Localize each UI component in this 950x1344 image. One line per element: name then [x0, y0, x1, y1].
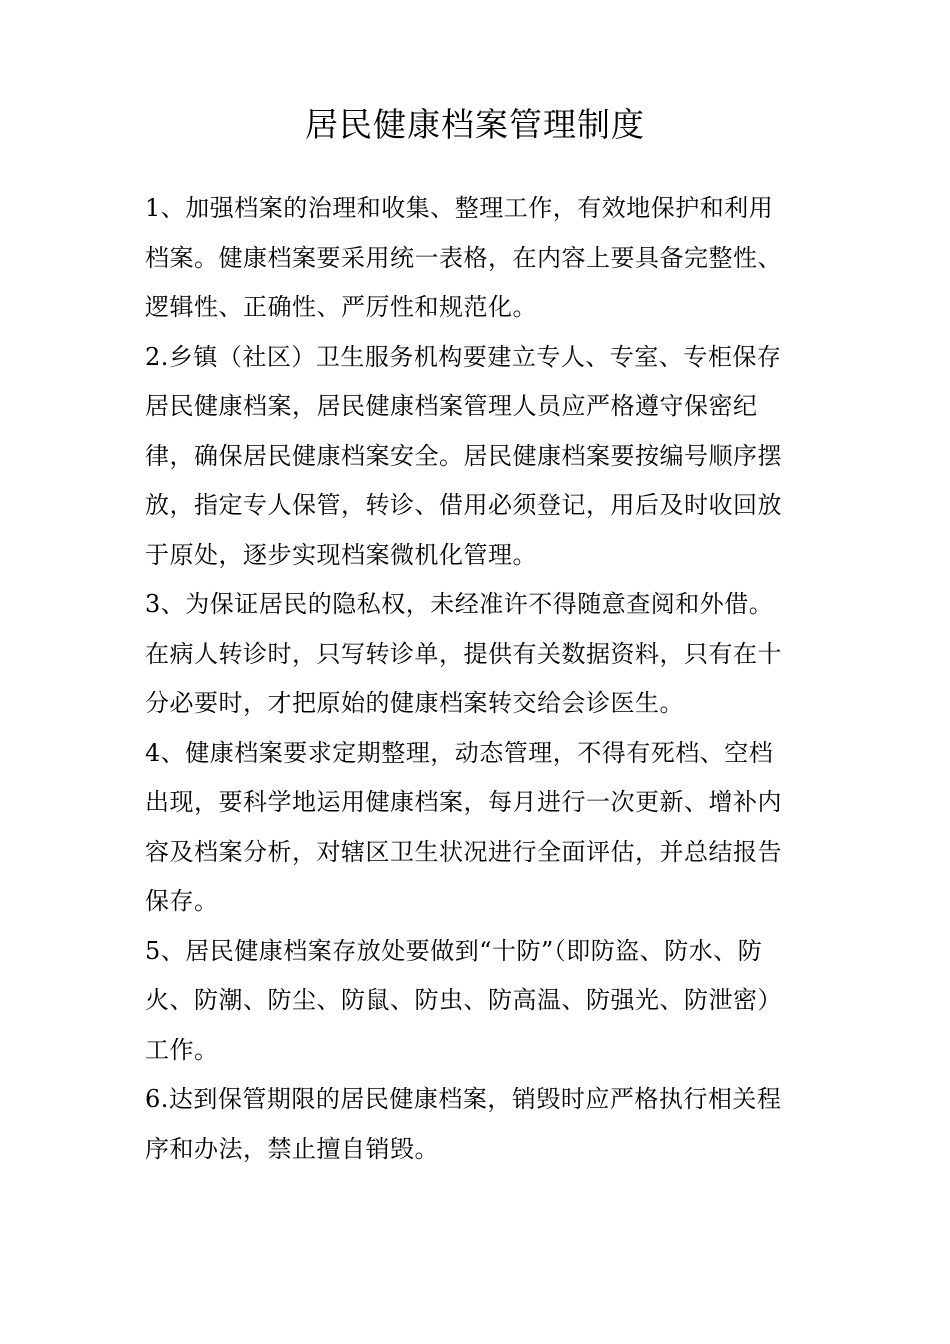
text-line: 居民健康档案，居民健康档案管理人员应严格遵守保密纪: [145, 392, 758, 420]
paragraph-2: [145, 333, 845, 581]
text-line: 放，指定专人保管，转诊、借用必须登记，用后及时收回放: [145, 491, 782, 519]
text-line: 3、为保证居民的隐私权，未经准许不得随意查阅和外借。: [145, 590, 774, 618]
text-line: 保存。: [145, 887, 219, 915]
paragraph-1: [145, 184, 845, 333]
text-line: 于原处，逐步实现档案微机化管理。: [145, 540, 537, 569]
text-line: 5、居民健康档案存放处要做到“十防”（即防盗、防水、防: [145, 936, 763, 965]
text-line: 火、防潮、防尘、防鼠、防虫、防高温、防强光、防泄密）: [145, 986, 782, 1014]
text-line: 容及档案分析，对辖区卫生状况进行全面评估，并总结报告: [145, 837, 782, 866]
text-line: 逻辑性、正确性、严厉性和规范化。: [145, 293, 537, 321]
text-line: 1、加强档案的治理和收集、整理工作，有效地保护和利用: [145, 194, 774, 222]
text-line: 出现，要科学地运用健康档案，每月进行一次更新、增补内: [145, 788, 782, 816]
text-line: 4、健康档案要求定期整理，动态管理，不得有死档、空档: [145, 738, 774, 767]
text-line: 分必要时，才把原始的健康档案转交给会诊医生。: [145, 689, 684, 717]
paragraph-4: [145, 729, 845, 927]
text-line: 工作。: [145, 1035, 219, 1064]
paragraph-5: [145, 927, 845, 1076]
text-line: 6.达到保管期限的居民健康档案，销毁时应严格执行相关程: [145, 1085, 782, 1113]
text-line: 在病人转诊时，只写转诊单，提供有关数据资料，只有在十: [145, 639, 782, 668]
paragraph-6: [145, 1075, 845, 1174]
paragraph-3: [145, 580, 845, 729]
text-line: 2.乡镇（社区）卫生服务机构要建立专人、专室、专柜保存: [145, 342, 782, 371]
text-line: 律，确保居民健康档案安全。居民健康档案要按编号顺序摆: [145, 441, 782, 470]
document-body: [145, 184, 845, 1174]
page-title: 居民健康档案管理制度: [305, 105, 645, 144]
text-line: 档案。健康档案要采用统一表格，在内容上要具备完整性、: [145, 243, 782, 272]
text-line: 序和办法，禁止擅自销毁。: [145, 1134, 439, 1163]
